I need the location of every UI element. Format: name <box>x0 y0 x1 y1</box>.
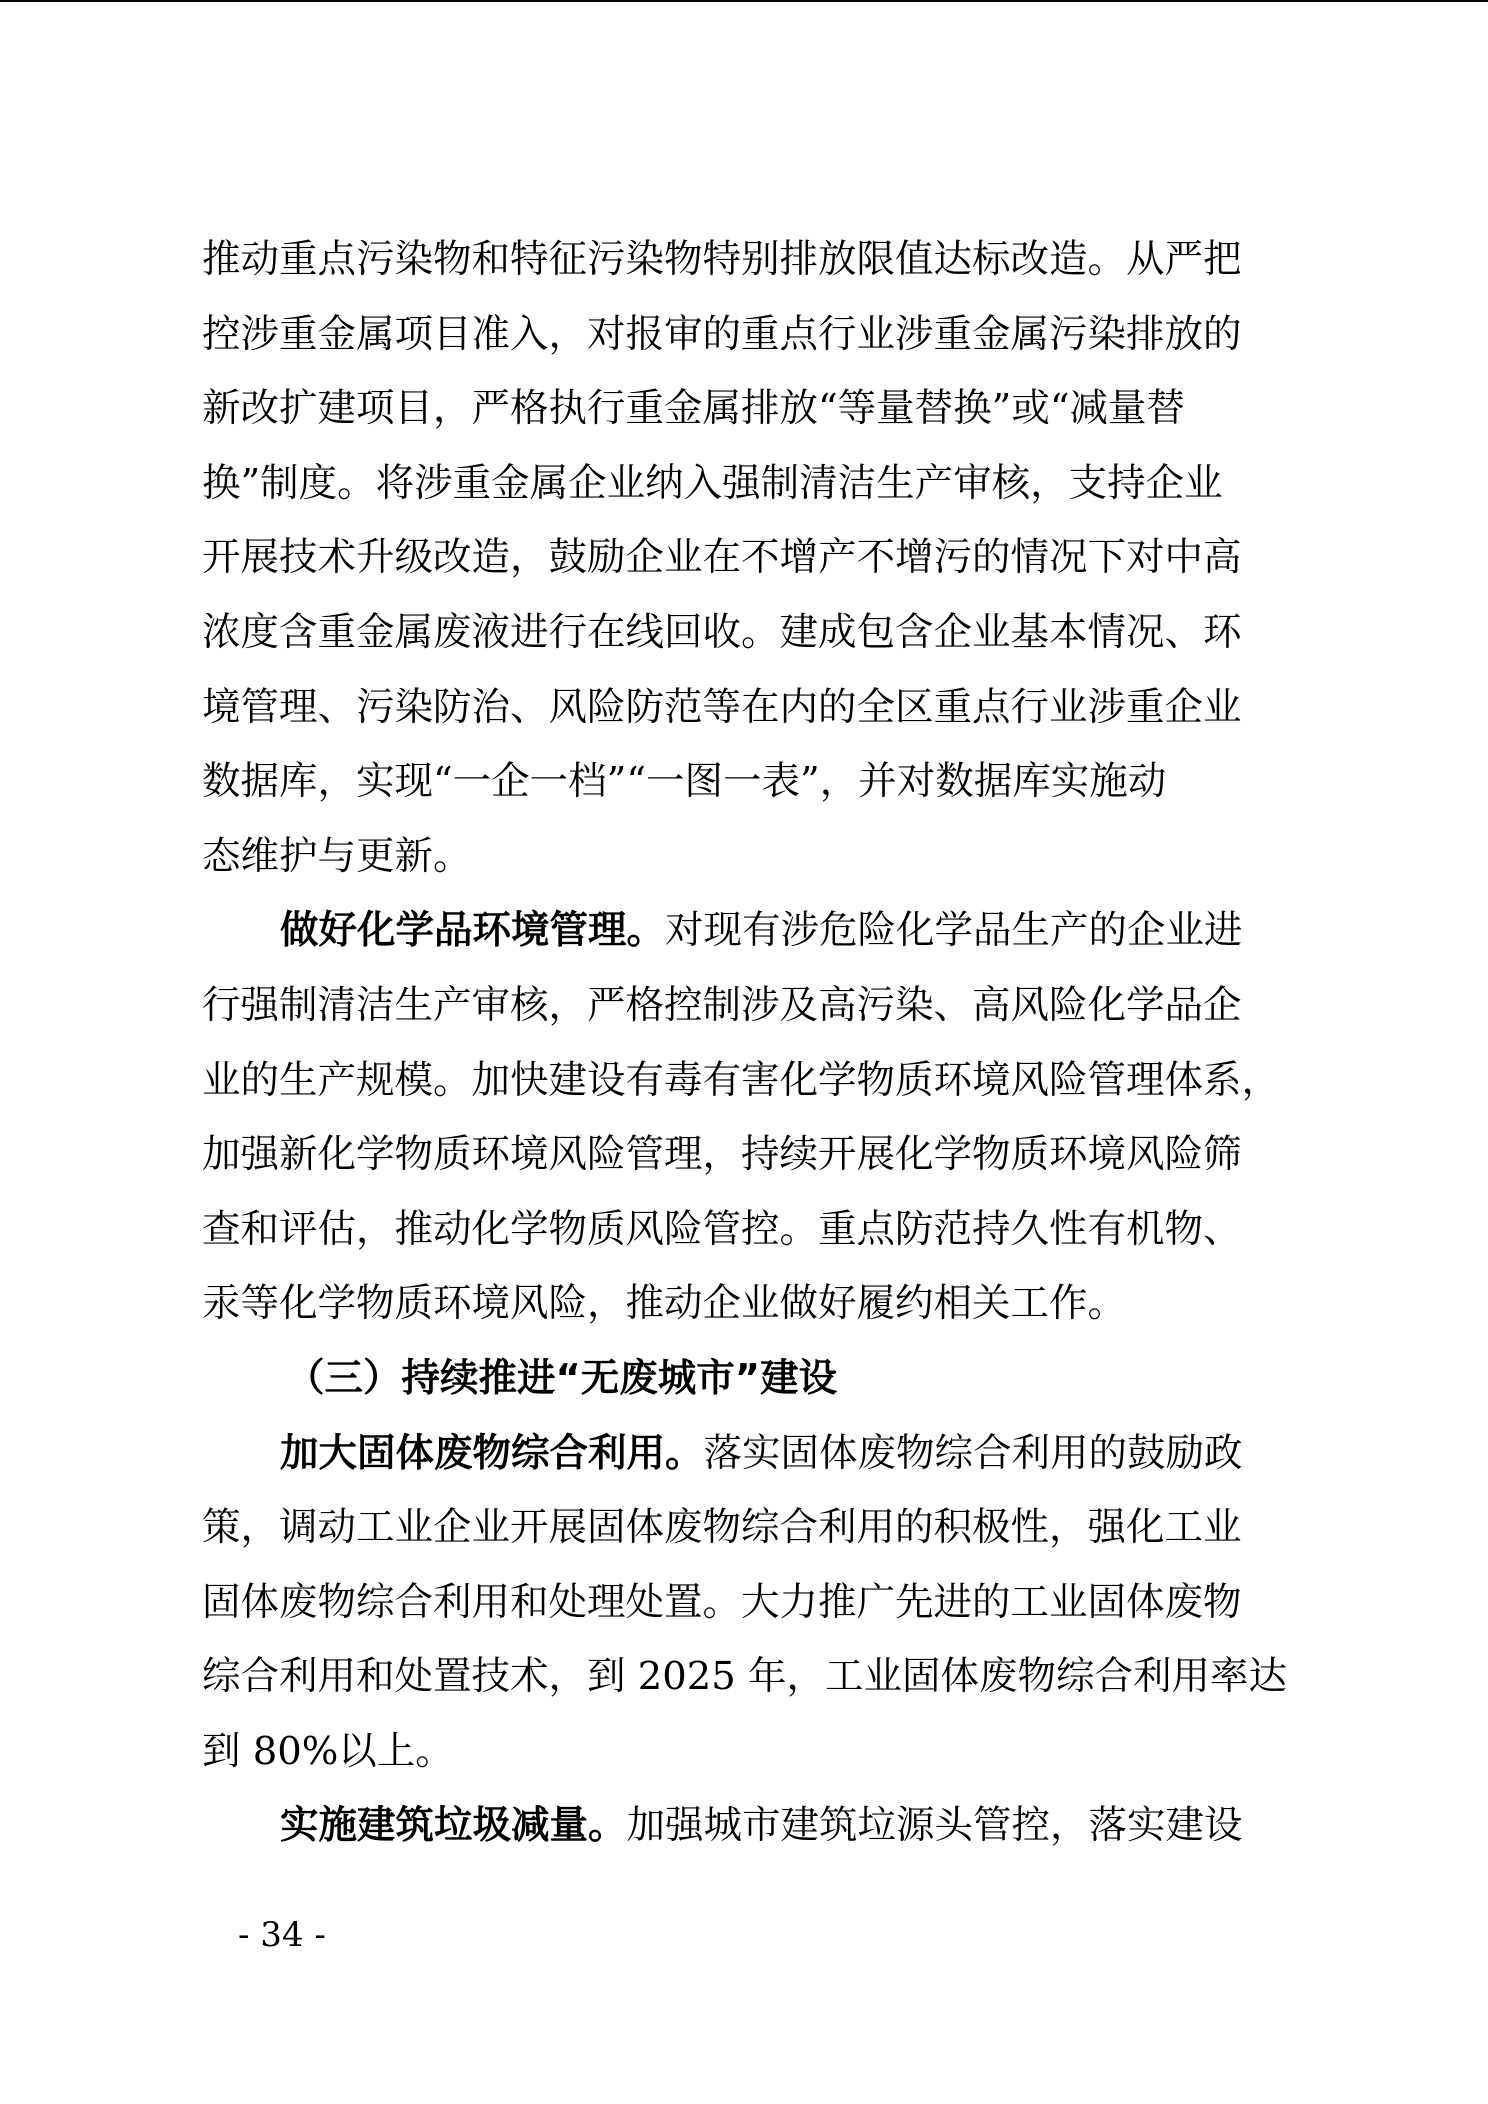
paragraph-heavy-metals <box>202 223 1288 894</box>
text-line: 固体废物综合利用和处理处置。大力推广先进的工业固体废物 <box>202 1579 1242 1625</box>
text-line: 新改扩建项目，严格执行重金属排放“等量替换”或“减量替 <box>202 386 1186 432</box>
top-border-rule <box>0 0 1488 2</box>
text-line: 策，调动工业企业开展固体废物综合利用的积极性，强化工业 <box>202 1505 1242 1551</box>
text-line: 汞等化学物质环境风险，推动企业做好履约相关工作。 <box>202 1281 1127 1327</box>
text-line: 态维护与更新。 <box>202 833 472 879</box>
text-run: 落实固体废物综合利用的鼓励政 <box>703 1430 1243 1476</box>
paragraph-lead-heading: 加大固体废物综合利用。 <box>280 1430 704 1476</box>
text-line <box>202 1417 1288 1492</box>
paragraph-chemicals-management <box>202 894 1288 1342</box>
document-body <box>202 223 1288 1864</box>
paragraph-lead-heading: 做好化学品环境管理。 <box>280 908 666 954</box>
text-line: 加强新化学物质环境风险管理，持续开展化学物质环境风险筛 <box>202 1132 1242 1178</box>
text-line: 查和评估，推动化学物质风险管控。重点防范持久性有机物、 <box>202 1206 1242 1252</box>
text-line: 综合利用和处置技术，到 2025 年，工业固体废物综合利用率达 <box>202 1654 1287 1700</box>
text-line <box>202 894 1288 969</box>
text-line: 到 80%以上。 <box>202 1728 454 1774</box>
text-run: 加强城市建筑垃源头管控，落实建设 <box>626 1803 1243 1849</box>
section-heading: （三）持续推进“无废城市”建设 <box>286 1355 838 1401</box>
text-line <box>202 1789 1288 1864</box>
text-run: 对现有涉危险化学品生产的企业进 <box>665 908 1243 954</box>
text-line: 浓度含重金属废液进行在线回收。建成包含企业基本情况、环 <box>202 609 1242 655</box>
paragraph-lead-heading: 实施建筑垃圾减量。 <box>280 1803 627 1849</box>
text-line: 业的生产规模。加快建设有毒有害化学物质环境风险管理体系， <box>202 1057 1281 1103</box>
text-line: 数据库，实现“一企一档”“一图一表”，并对数据库实施动 <box>202 759 1167 805</box>
text-line: 换”制度。将涉重金属企业纳入强制清洁生产审核，支持企业 <box>202 460 1223 506</box>
text-line: 行强制清洁生产审核，严格控制涉及高污染、高风险化学品企 <box>202 982 1242 1028</box>
page-number: - 34 - <box>238 1915 326 1955</box>
text-line: 控涉重金属项目准入，对报审的重点行业涉重金属污染排放的 <box>202 311 1242 357</box>
paragraph-construction-waste <box>202 1789 1288 1864</box>
text-line: 开展技术升级改造，鼓励企业在不增产不增污的情况下对中高 <box>202 535 1242 581</box>
text-line: 推动重点污染物和特征污染物特别排放限值达标改造。从严把 <box>202 237 1242 282</box>
text-line: 境管理、污染防治、风险防范等在内的全区重点行业涉重企业 <box>202 684 1242 730</box>
paragraph-solid-waste <box>202 1417 1288 1790</box>
